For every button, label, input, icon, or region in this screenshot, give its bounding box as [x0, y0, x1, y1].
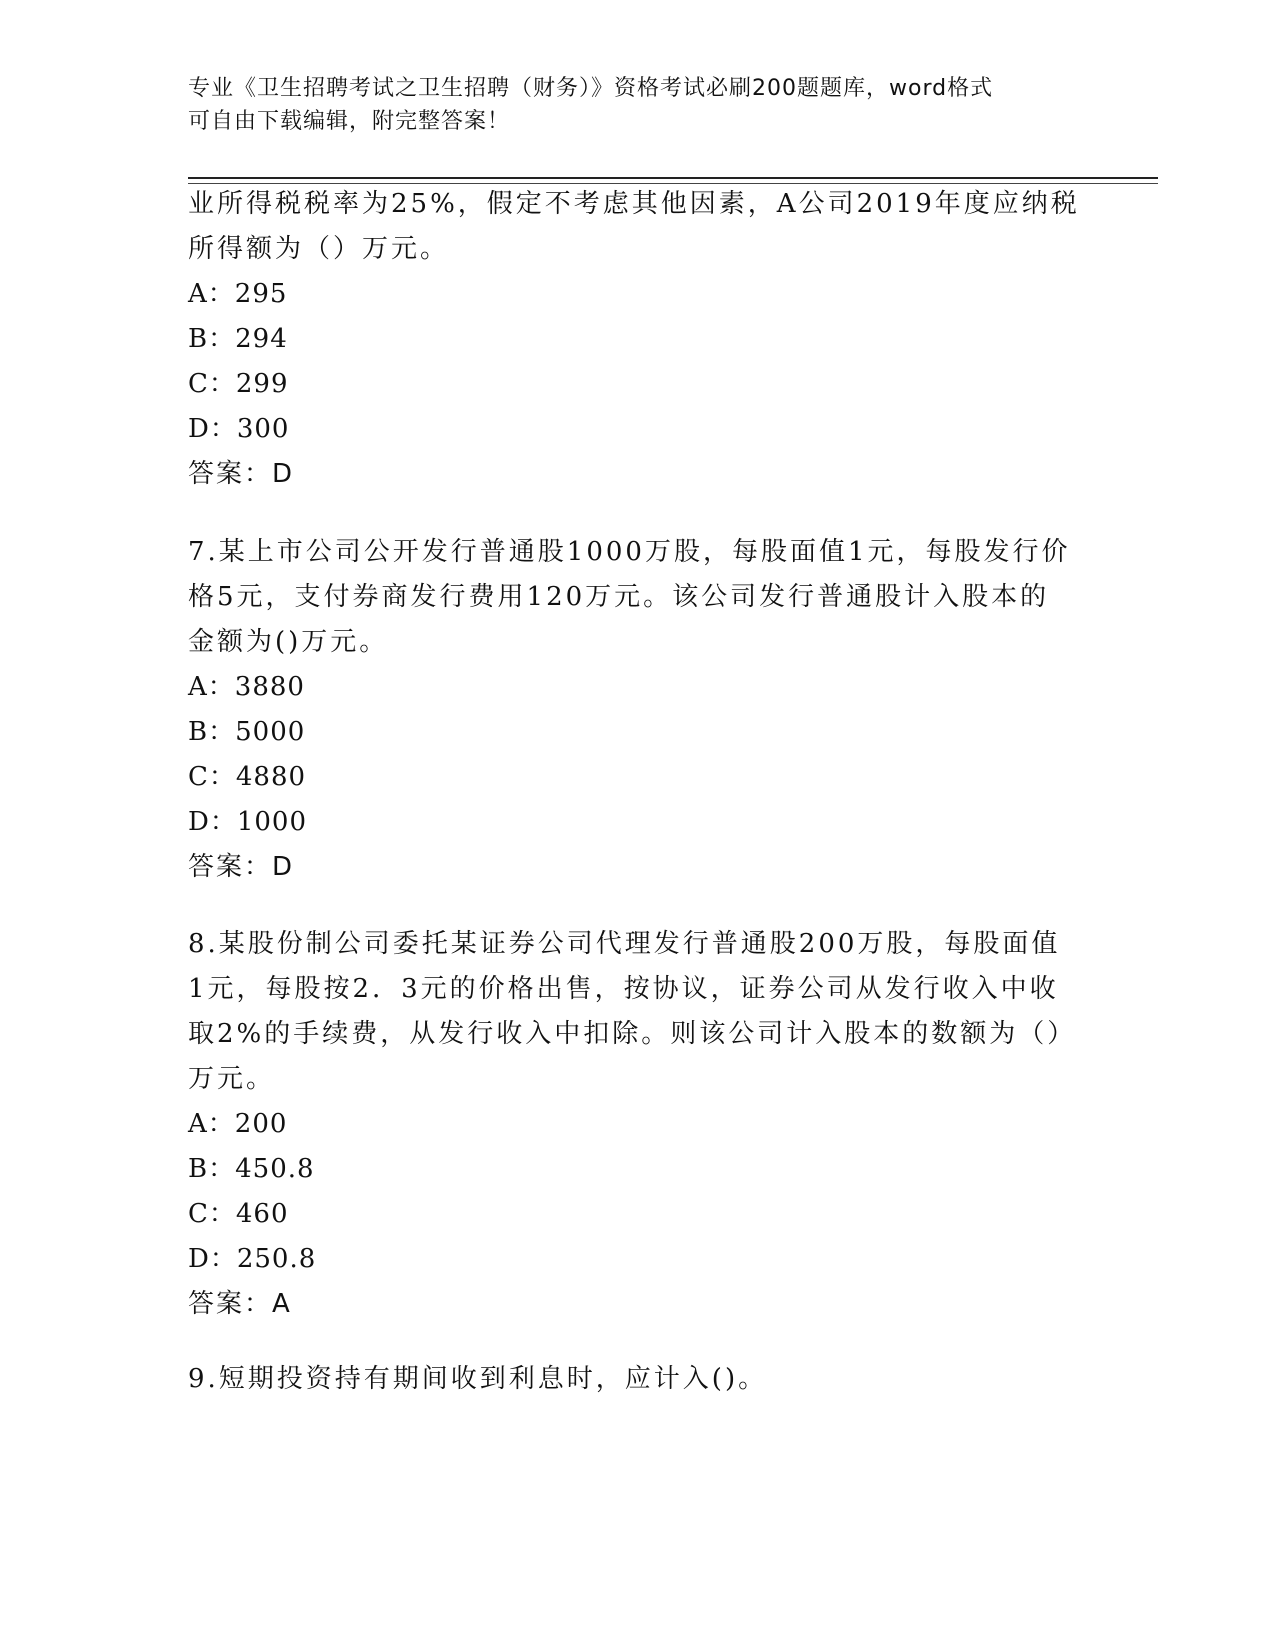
option-d: D：250.8	[188, 1244, 317, 1274]
option-d: D：300	[188, 414, 290, 444]
document-header	[188, 72, 1068, 138]
question-text-line: 格5元，支付券商发行费用120万元。该公司发行普通股计入股本的	[188, 582, 1050, 612]
option-a: A：3880	[188, 672, 305, 702]
option-b: B：450.8	[188, 1154, 315, 1184]
question-text-line: 1元，每股按2．3元的价格出售，按协议，证券公司从发行收入中收	[188, 974, 1059, 1004]
question-text-line: 7.某上市公司公开发行普通股1000万股，每股面值1元，每股发行价	[188, 537, 1071, 567]
question-9	[188, 1357, 1088, 1402]
answer-line: 答案：D	[188, 852, 295, 882]
option-c: C：4880	[188, 762, 307, 792]
question-text-line: 9.短期投资持有期间收到利息时，应计入()。	[188, 1364, 768, 1394]
answer-line: 答案：A	[188, 1289, 292, 1319]
option-c: C：460	[188, 1199, 289, 1229]
question-8	[188, 922, 1088, 1327]
question-text-line: 金额为()万元。	[188, 627, 389, 657]
question-text-line: 取2%的手续费，从发行收入中扣除。则该公司计入股本的数额为（）	[188, 1019, 1077, 1049]
option-d: D：1000	[188, 807, 308, 837]
question-text-line: 业所得税税率为25%，假定不考虑其他因素，A公司2019年度应纳税	[188, 189, 1080, 219]
option-b: B：294	[188, 324, 288, 354]
header-line-1: 专业《卫生招聘考试之卫生招聘（财务）》资格考试必刷200题题库，word格式	[188, 76, 994, 101]
option-a: A：200	[188, 1109, 288, 1139]
answer-line: 答案：D	[188, 459, 295, 489]
question-6	[188, 182, 1088, 497]
question-text-line: 所得额为（）万元。	[188, 234, 450, 264]
option-b: B：5000	[188, 717, 306, 747]
option-c: C：299	[188, 369, 289, 399]
question-text-line: 万元。	[188, 1064, 276, 1094]
question-7	[188, 530, 1088, 890]
option-a: A：295	[188, 279, 288, 309]
header-divider-thick	[188, 177, 1158, 179]
header-line-2: 可自由下载编辑，附完整答案！	[188, 109, 511, 134]
question-text-line: 8.某股份制公司委托某证券公司代理发行普通股200万股，每股面值	[188, 929, 1061, 959]
